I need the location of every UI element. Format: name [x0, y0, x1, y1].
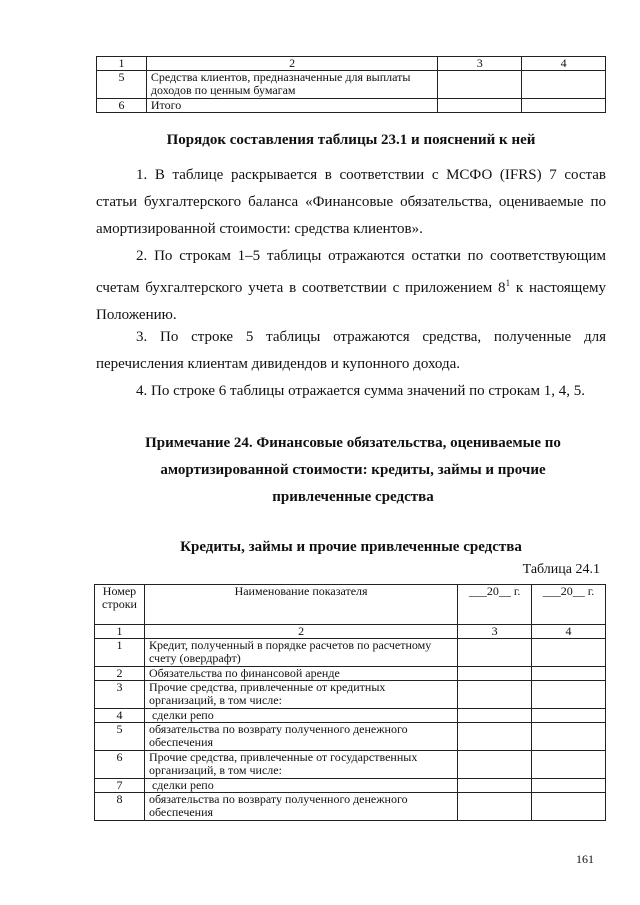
row-name: Итого [146, 99, 437, 113]
header-number: Номер строки [95, 585, 145, 625]
value-cell [532, 779, 606, 793]
value-cell [438, 99, 522, 113]
table-row [97, 99, 606, 113]
paragraph-2-tail: к настоящему Положению. [96, 280, 606, 323]
row-name: сделки репо [144, 709, 457, 723]
paragraph-2 [96, 243, 606, 329]
table-row [97, 57, 606, 71]
row-number: 2 [95, 667, 145, 681]
value-cell [532, 667, 606, 681]
value-cell [532, 751, 606, 779]
superscript: 1 [505, 278, 511, 288]
value-cell [532, 681, 606, 709]
table-subtitle: Кредиты, займы и прочие привлеченные средства [180, 539, 522, 555]
table-row [95, 751, 606, 779]
value-cell [458, 709, 532, 723]
header-name: Наименование показателя [144, 585, 457, 625]
row-name: Прочие средства, привлеченные от государственных организаций, в том числе: [144, 751, 457, 779]
col-number: 1 [97, 57, 147, 71]
value-cell [458, 667, 532, 681]
table-row [95, 779, 606, 793]
row-name: Кредит, полученный в порядке расчетов по расчетному счету (овердрафт) [144, 639, 457, 667]
value-cell [458, 723, 532, 751]
value-cell [532, 709, 606, 723]
col-number: 3 [438, 57, 522, 71]
row-number: 4 [95, 709, 145, 723]
col-number: 2 [146, 57, 437, 71]
table-24-1 [94, 584, 606, 821]
row-number: 5 [95, 723, 145, 751]
row-number: 1 [95, 639, 145, 667]
table-row [95, 667, 606, 681]
row-number: 5 [97, 71, 147, 99]
value-cell [522, 99, 606, 113]
header-year: ___20__ г. [458, 585, 532, 625]
table-row [95, 793, 606, 821]
table-row [95, 723, 606, 751]
table-label: Таблица 24.1 [522, 562, 600, 577]
table-23-1-fragment [96, 56, 606, 113]
value-cell [458, 681, 532, 709]
value-cell [532, 639, 606, 667]
row-number: 6 [95, 751, 145, 779]
table-row [95, 625, 606, 639]
paragraph-4: 4. По строке 6 таблицы отражается сумма значений по строкам 1, 4, 5. [136, 383, 585, 399]
value-cell [458, 793, 532, 821]
row-number: 8 [95, 793, 145, 821]
value-cell [532, 723, 606, 751]
value-cell [438, 71, 522, 99]
row-number: 6 [97, 99, 147, 113]
table-row [95, 639, 606, 667]
value-cell [522, 71, 606, 99]
table-row [95, 709, 606, 723]
row-name: Прочие средства, привлеченные от кредитных организаций, в том числе: [144, 681, 457, 709]
table-row [97, 71, 606, 99]
col-number: 3 [458, 625, 532, 639]
note-title: Примечание 24. Финансовые обязательства, оцениваемые по амортизированной стоимости: кредиты, займы и прочие привлеченные средства [145, 435, 561, 505]
value-cell [458, 779, 532, 793]
table-row [95, 681, 606, 709]
row-name: обязательства по возврату полученного денежного обеспечения [144, 793, 457, 821]
paragraph-3: 3. По строке 5 таблицы отражаются средства, полученные для перечисления клиентам дивидендов и купонного дохода. [96, 329, 606, 372]
value-cell [458, 751, 532, 779]
table-header-row [95, 585, 606, 625]
row-name: сделки репо [144, 779, 457, 793]
row-number: 3 [95, 681, 145, 709]
row-name: обязательства по возврату полученного денежного обеспечения [144, 723, 457, 751]
row-name: Обязательства по финансовой аренде [144, 667, 457, 681]
header-year: ___20__ г. [532, 585, 606, 625]
row-name: Средства клиентов, предназначенные для выплаты доходов по ценным бумагам [146, 71, 437, 99]
col-number: 4 [532, 625, 606, 639]
row-number: 7 [95, 779, 145, 793]
col-number: 4 [522, 57, 606, 71]
paragraph-2-text: 2. По строкам 1–5 таблицы отражаются остатки по соответствующим счетам бухгалтерского учета в соответствии с приложением 8 [96, 248, 606, 296]
col-number: 2 [144, 625, 457, 639]
value-cell [458, 639, 532, 667]
col-number: 1 [95, 625, 145, 639]
section-title: Порядок составления таблицы 23.1 и пояснений к ней [166, 132, 536, 148]
page-number: 161 [576, 852, 594, 866]
paragraph-1: 1. В таблице раскрывается в соответствии с МСФО (IFRS) 7 состав статьи бухгалтерского баланса «Финансовые обязательства, оцениваемые по амортизированной стоимости: средства клиентов». [96, 167, 606, 237]
value-cell [532, 793, 606, 821]
